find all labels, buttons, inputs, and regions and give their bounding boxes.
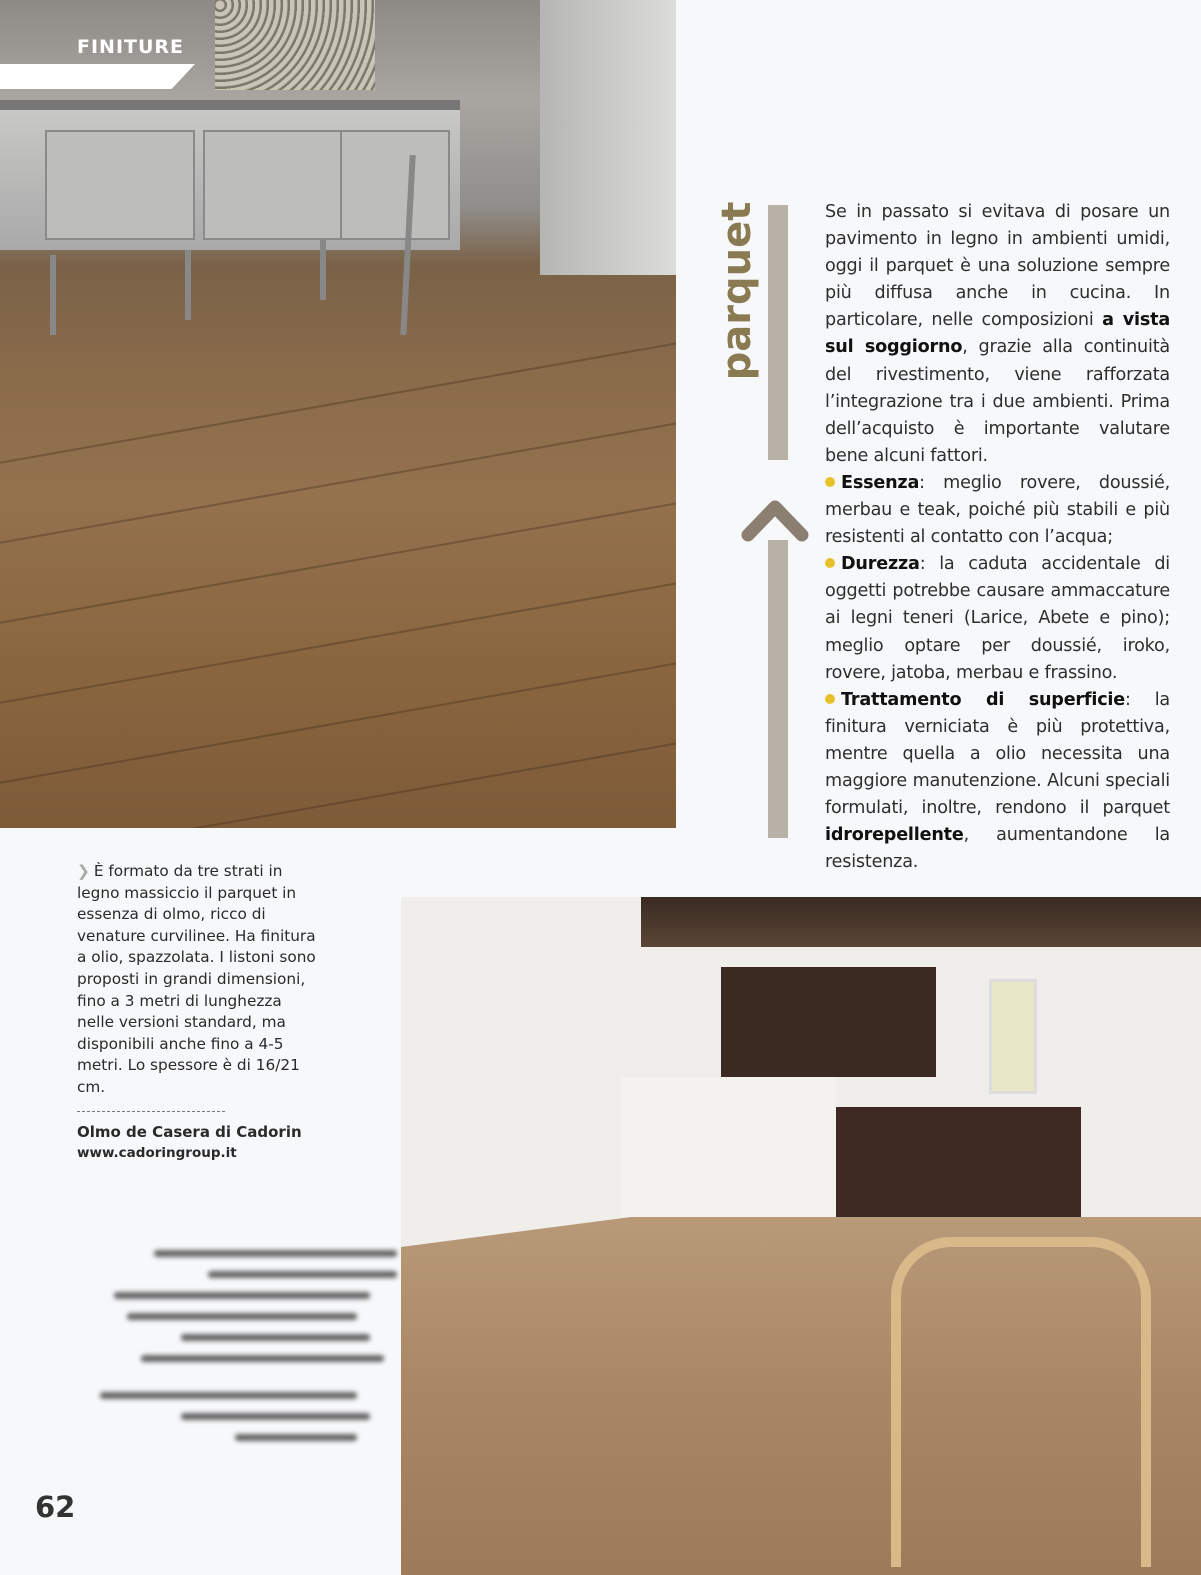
- bullet-icon: [825, 558, 835, 568]
- wishbone-chair: [891, 1237, 1151, 1567]
- blurred-text: [100, 1250, 370, 1455]
- list-item: Essenza: meglio rovere, doussié, merbau e teak, poiché più stabili e più resistenti al contatto con l’acqua;: [825, 472, 1170, 548]
- chevron-up-icon: [740, 497, 810, 542]
- section-label: FINITURE: [77, 36, 185, 58]
- decorative-bar: [768, 205, 788, 460]
- caption-text: È formato da tre strati in legno massiccio il parquet in essenza di olmo, ricco di venature curvilinee. Ha finitura a olio, spazzolata. I listoni sono proposti in grandi dimensioni, fino a 3 metri di lunghezza nelle versioni standard, ma disponibili anche fino a 4-5 metri. Lo spessore è di 16/21 cm.: [77, 862, 316, 1096]
- dining-kitchen-photo: [401, 897, 1201, 1575]
- mosaic-wall: [215, 0, 375, 90]
- side-title: [712, 201, 762, 381]
- ceiling-beams: [641, 897, 1201, 947]
- bullet-icon: [825, 477, 835, 487]
- chevron-right-icon: ❯: [77, 862, 90, 880]
- divider: [77, 1111, 225, 1112]
- photo-caption: [77, 861, 317, 1165]
- list-item: Trattamento di superficie: la finitura verniciata è più protettiva, mentre quella a olio necessita una maggiore manutenzione. Alcuni speciali formulati, inoltre, rendono il parquet idrorepellente, aumentandone la resistenza.: [825, 689, 1171, 873]
- section-band: [0, 64, 195, 89]
- wall-panel: [540, 0, 676, 275]
- steel-kitchen-island: [0, 100, 460, 250]
- product-url[interactable]: www.cadoringroup.it: [77, 1145, 237, 1162]
- wall-cabinet: [721, 967, 936, 1077]
- bullet-icon: [825, 694, 835, 704]
- decorative-bar: [768, 540, 788, 838]
- page-number: 62: [35, 1490, 76, 1524]
- intro-paragraph: Se in passato si evitava di posare un pavimento in legno in ambienti umidi, oggi il parquet è una soluzione sempre più diffusa anche in cucina. In particolare, nelle composizioni a vista sul soggiorno, grazie alla continuità del rivestimento, viene rafforzata l’integrazione tra i due ambienti. Prima dell’acquisto è importante valutare bene alcuni fattori.: [825, 202, 1171, 466]
- product-name: Olmo de Casera di Cadorin: [77, 1122, 302, 1141]
- list-item: Durezza: la caduta accidentale di oggetti potrebbe causare ammaccature ai legni teneri (Larice, Abete e pino); meglio optare per doussié, iroko, rovere, jatoba, merbau e frassino.: [825, 554, 1170, 683]
- article-body: [825, 199, 1170, 876]
- side-title-text: parquet: [714, 201, 760, 381]
- kitchen-parquet-photo: [0, 0, 676, 828]
- window: [989, 979, 1037, 1094]
